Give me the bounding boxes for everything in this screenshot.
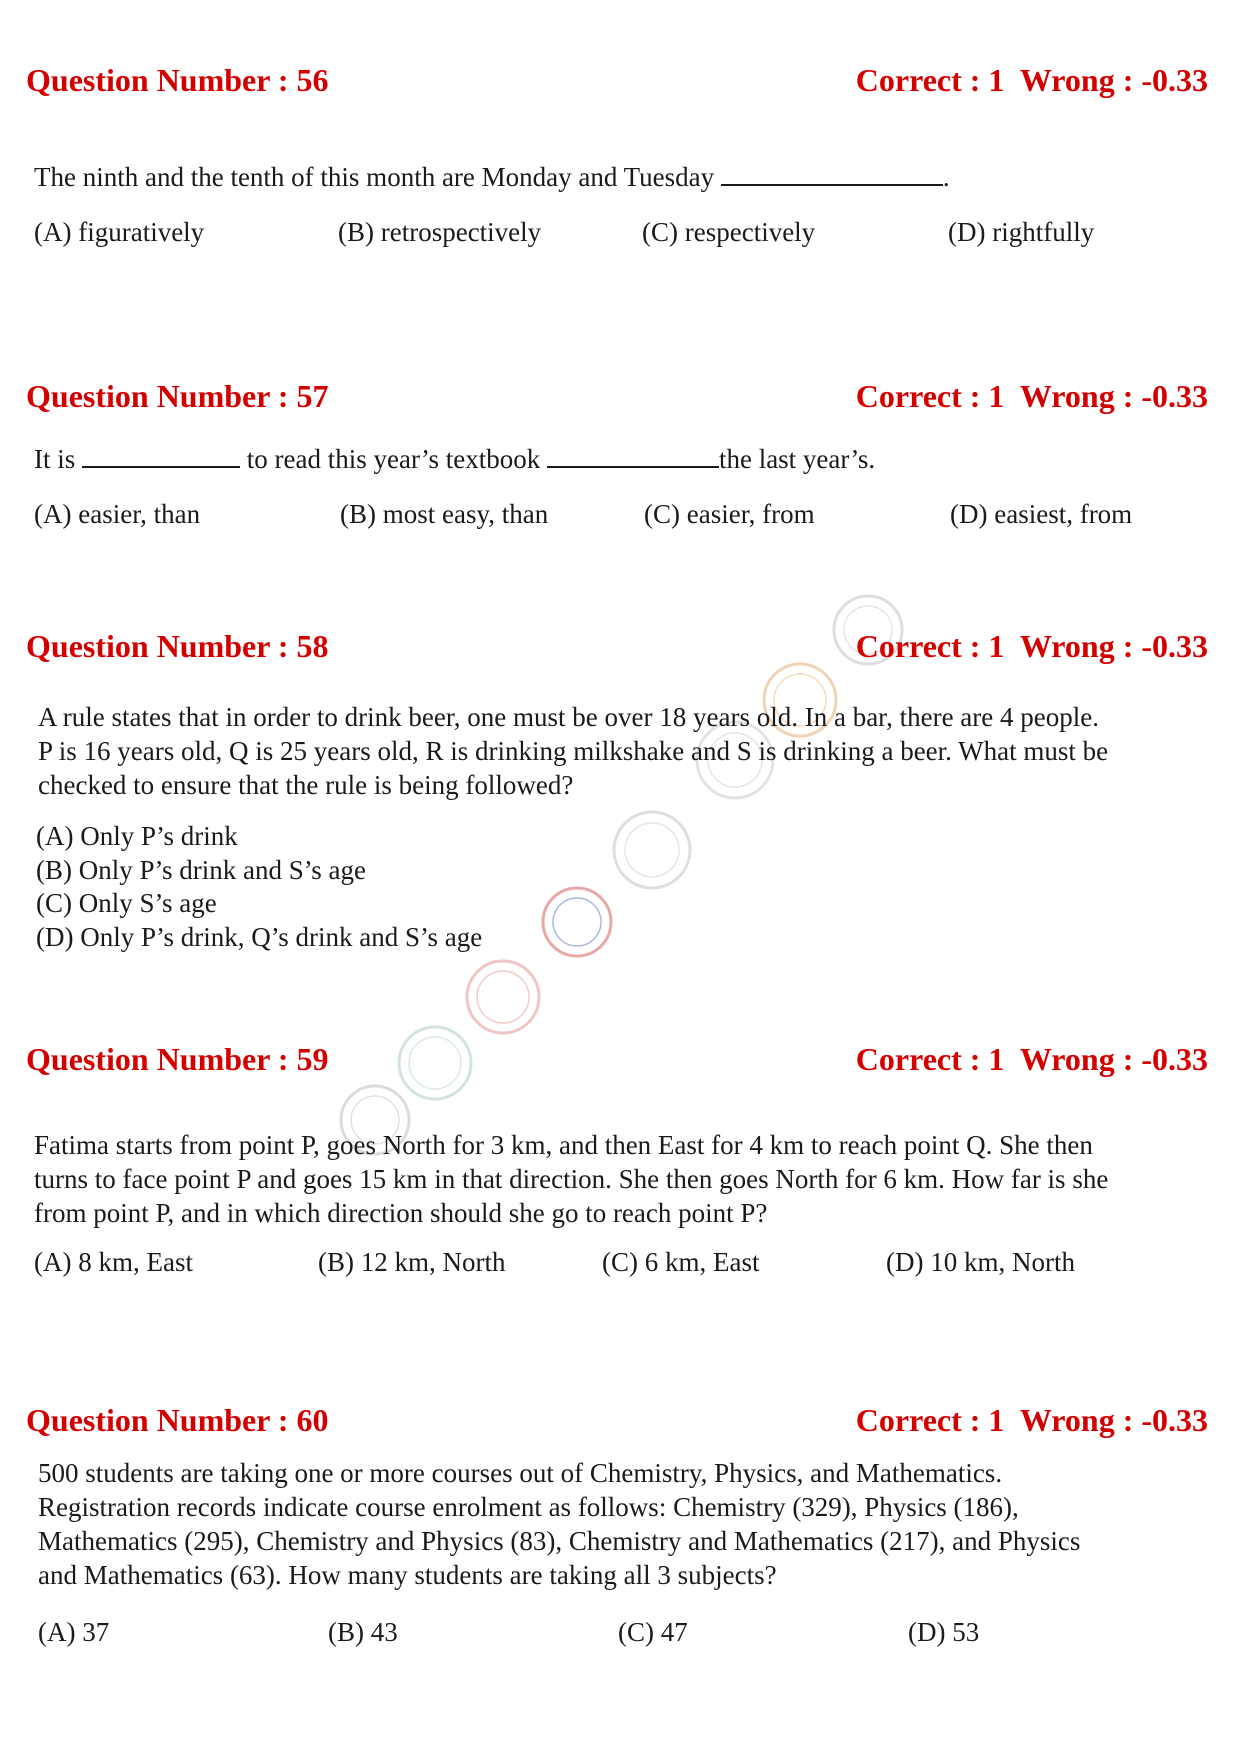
question-stem: The ninth and the tenth of this month are Monday and Tuesday . bbox=[34, 158, 1214, 194]
option-list bbox=[36, 820, 482, 954]
option-b: (B) most easy, than bbox=[340, 499, 549, 529]
question-number: Question Number : 56 bbox=[26, 62, 329, 98]
marking-scheme: Correct : 1 Wrong : -0.33 bbox=[855, 628, 1208, 664]
question-header bbox=[0, 628, 1240, 668]
question-number: Question Number : 60 bbox=[26, 1402, 329, 1438]
seal-5 bbox=[543, 888, 611, 956]
question-stem: A rule states that in order to drink beer, one must be over 18 years old. In a bar, there are 4 people. P is 16 years old, Q is 25 years old, R is drinking milkshake and S is drinking a beer. What must be checked to ensure that the rule is being followed? bbox=[38, 702, 1109, 800]
option-c: (C) Only S’s age bbox=[36, 888, 217, 918]
option-b: (B) 12 km, North bbox=[318, 1247, 506, 1277]
option-d: (D) easiest, from bbox=[950, 499, 1133, 529]
question-header bbox=[0, 62, 1240, 102]
option-d: (D) 53 bbox=[908, 1617, 980, 1647]
marking-scheme: Correct : 1 Wrong : -0.33 bbox=[855, 62, 1208, 98]
option-a: (A) 8 km, East bbox=[34, 1247, 193, 1277]
question-number: Question Number : 59 bbox=[26, 1041, 329, 1077]
option-a: (A) easier, than bbox=[34, 499, 201, 529]
question-number: Question Number : 58 bbox=[26, 628, 329, 664]
option-c: (C) 47 bbox=[618, 1617, 688, 1647]
seal-6 bbox=[467, 961, 539, 1033]
question-stem: Fatima starts from point P, goes North for 3 km, and then East for 4 km to reach point Q. She then turns to face point P and goes 15 km in that direction. She then goes North for 6 km. How far is she from point P, and in which direction should she go to reach point P? bbox=[34, 1130, 1109, 1228]
option-d: (D) 10 km, North bbox=[886, 1247, 1075, 1277]
question-stem: It is to read this year’s textbook the last year’s. bbox=[34, 440, 1214, 476]
option-a: (A) Only P’s drink bbox=[36, 821, 238, 851]
marking-scheme: Correct : 1 Wrong : -0.33 bbox=[855, 1402, 1208, 1438]
seal-4 bbox=[614, 812, 690, 888]
option-c: (C) respectively bbox=[642, 217, 816, 247]
question-header bbox=[0, 1041, 1240, 1081]
option-a: (A) 37 bbox=[38, 1617, 110, 1647]
answer-blank bbox=[721, 158, 943, 186]
answer-blank-1 bbox=[82, 440, 240, 468]
option-c: (C) easier, from bbox=[644, 499, 815, 529]
question-stem: 500 students are taking one or more courses out of Chemistry, Physics, and Mathematics. Registration records indicate course enrolment as follows: Chemistry (329), Physics (186), Mathematics (295), Chemistry and Physics (83), Chemistry and Mathematics (217), and Physics and Mathematics (63). How many students are taking all 3 subjects? bbox=[38, 1458, 1081, 1590]
option-b: (B) Only P’s drink and S’s age bbox=[36, 854, 366, 885]
marking-scheme: Correct : 1 Wrong : -0.33 bbox=[855, 378, 1208, 414]
option-d: (D) Only P’s drink, Q’s drink and S’s age bbox=[36, 921, 483, 952]
answer-blank-2 bbox=[547, 440, 719, 468]
option-d: (D) rightfully bbox=[948, 217, 1095, 247]
question-number: Question Number : 57 bbox=[26, 378, 329, 414]
option-b: (B) 43 bbox=[328, 1617, 398, 1647]
question-header bbox=[0, 378, 1240, 418]
option-b: (B) retrospectively bbox=[338, 217, 542, 247]
marking-scheme: Correct : 1 Wrong : -0.33 bbox=[855, 1041, 1208, 1077]
question-header bbox=[0, 1402, 1240, 1442]
option-a: (A) figuratively bbox=[34, 217, 205, 247]
option-c: (C) 6 km, East bbox=[602, 1247, 760, 1277]
